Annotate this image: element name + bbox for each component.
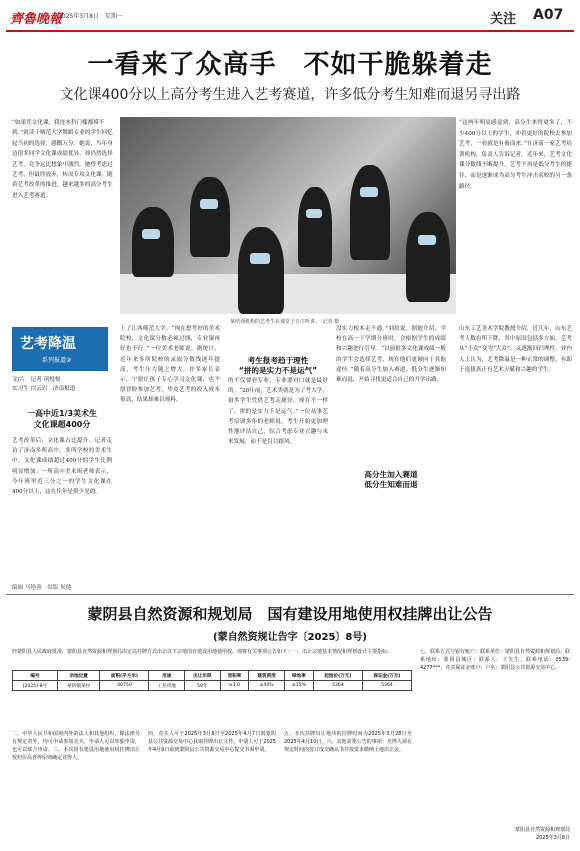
newspaper-logo: 齊魯晚報 — [10, 12, 63, 27]
body-column-3-text: 的不仅要看专业，专业要对口就是最好的。“20年前，艺术类就是为了考大学，很多学生凭借艺考走捷径。现在不一样了，拼的是实力不是运气。”一位从事艺考培训多年的老师说。考生开始更加理性地评估自己，综合考虑专业兴趣与未来发展，而不是盲目跟风。 — [228, 378, 328, 446]
section-divider — [6, 594, 574, 595]
photo-student — [190, 177, 230, 257]
body-column-2: 上了江西师范大学。“现在想考好的美术院校，文化课分数必须过线，专业课再好也不行。”一位美术老师说。据统计，近年来多所院校的录取分数线逐年提高，考生压力随之增大。许多家长表示，宁愿让孩子专心学习文化课，也不愿冒险参加艺考，毕竟艺考的投入成本很高，结果却难以预料。 — [120, 326, 220, 404]
photo-student — [238, 227, 284, 314]
series-banner-subtitle: 系列报道② — [42, 357, 72, 364]
page-header — [0, 0, 580, 34]
table-cell: 工业用地 — [149, 681, 185, 691]
notice-column-3: 五、本次挂牌出让地块的挂牌时间为2025年3月28日至2025年4月10日。六、其他需要公告的事项：竞得人须在规定时间内签订成交确认书并按要求缴纳土地出让金。 — [284, 731, 412, 753]
notice-signature: 蒙阴县自然资源和规划局 2025年3月8日 — [514, 827, 570, 841]
table-header-row — [13, 671, 412, 681]
table-cell: ≥40% — [249, 681, 285, 691]
notice-subtitle: (蒙自然资规让告字〔2025〕8号) — [213, 632, 367, 643]
face-mask — [360, 187, 378, 197]
article-subheadline: 文化课400分以上高分考生进入艺考赛道，许多低分考生知难而退另寻出路 — [59, 87, 521, 103]
subheading-rational: 考生报考趋于理性 “拼的是实力不是运气” — [228, 356, 328, 376]
table-cell: 50年 — [185, 681, 221, 691]
article-headline: 一看来了众高手 不如干脆躲着走 — [87, 50, 493, 80]
photo-caption: 某培训机构的艺考生在课堂上专注听讲。 记者 摄 — [230, 319, 340, 325]
classroom-photo — [120, 117, 456, 314]
table-cell: ≤15% — [284, 681, 313, 691]
table-header: 面积(平方米) — [100, 671, 149, 681]
article-intro: “如果凭文化课，我连本科门槛都摸不到。”就读于师范大学舞蹈专业的学生回忆起当初的选择，感慨万分。她说，当年身边很多同学文化课成绩优异，却仍然选择艺考，竞争远比想象中激烈。她曾考虑过艺考，但最终放弃，转而专攻文化课。随着艺考改革的推进，越来越多的高分考生进入艺考赛道。 — [12, 120, 113, 199]
photo-student — [132, 207, 174, 277]
table-header: 出让年限 — [185, 671, 221, 681]
land-parcel-table — [12, 670, 412, 691]
table-cell: 40750 — [100, 681, 149, 691]
issue-date: 2025年3月8日 星期一 — [58, 13, 123, 20]
side-subheading: 一高中近1/3美术生 文化课超400分 — [26, 409, 98, 429]
table-header: 建筑密度 — [249, 671, 285, 681]
editor-credit: 编辑 马艳蓉 组版 侯健 — [12, 585, 72, 591]
table-row — [13, 681, 412, 691]
notice-title: 蒙阴县自然资源和规划局 国有建设用地使用权挂牌出让公告 — [87, 605, 493, 623]
table-cell: 5364 — [362, 681, 411, 691]
table-cell: [2025]-8号 — [13, 681, 58, 691]
table-header: 宗地位置 — [57, 671, 100, 681]
notice-intro: 经蒙阴县人民政府批准，蒙阴县自然资源和规划局决定以挂牌方式出让以下宗地国有建设用地使用权。现将有关事项公告如下：一、出让宗地基本情况和规划设计主要指标： — [12, 649, 393, 655]
page-number: A07 — [533, 7, 564, 23]
table-header: 保证金(万元) — [362, 671, 411, 681]
notice-column-1: 二、中华人民共和国境内外的法人和其他组织，除法律另有规定者外，均可申请参加竞买，申请人可以单独申请，也可以联合申请。三、本次国有建设用地使用权挂牌出让按照价高者得原则确定竞得人。 — [12, 731, 140, 761]
byline: 文/片 记者 巩悦悦 实习生 白云岩 济南报道 — [12, 377, 76, 392]
subheading-high-scores: 高分生加入赛道 低分生知难而退 — [336, 470, 446, 490]
notice-column-4: 七、联系方式与银行账户：联系单位：蒙阴县自然资源和规划局；联系地址：蒙阴县城区；联系人：王先生；联系电话：0539-4277***。竞买保证金账户：户名：蒙阴县公共资源交易中心。 — [420, 649, 570, 671]
section-name: 关注 — [490, 12, 517, 27]
face-mask — [250, 253, 270, 264]
photo-student — [406, 212, 450, 302]
face-mask — [200, 199, 218, 209]
series-banner-title: 艺考降温 — [20, 336, 76, 352]
table-header: 用途 — [149, 671, 185, 681]
face-mask — [306, 209, 322, 218]
right-column-text: “这两年明显感觉到，高分生来得更多了，不少400分以上的学生，冲着更好的院校去参加艺考，一看就是有备而来。”在济南一家艺考培训机构，负责人告诉记者。近年来，艺考文化课分数线不断提升，艺考不再是低分考生的捷径，而是逐渐成为高分考生冲击名校的另一条路径。 — [459, 120, 572, 190]
body-column-4 — [336, 324, 446, 578]
photo-student — [350, 165, 390, 260]
table-cell: 5364 — [313, 681, 362, 691]
face-mask — [142, 229, 160, 239]
notice-column-2: 四、竞买人可于2025年3月8日至2025年4月7日到蒙阴县公共资源交易中心获取挂牌出让文件。申请人可于2025年4月9日前到蒙阴县公共资源交易中心提交书面申请。 — [148, 731, 276, 753]
body-column-1: 艺考改革后，文化课占比提升。记者走访了济南多所高中，多所学校的美术生中，文化课成绩超过400分的学生比例明显增加。一所高中美术班老师表示，今年班里近三分之一的学生文化课在400分以上，这在往年是很少见的。 — [12, 438, 112, 496]
table-header: 起始价(万元) — [313, 671, 362, 681]
body-column-4-text: 没实力根本走不通。”刘晨说。据她介绍，学校在高一下学期分班时，会根据学生的成绩和兴趣进行引导。“以前很多文化课成绩一般的学生会选择艺考，现在他们更倾向于其他途径。”随着高分生加入赛道，低分生逐渐知难而退，开始寻找更适合自己的升学出路。 — [336, 326, 446, 384]
table-header: 绿地率 — [284, 671, 313, 681]
table-header: 编号 — [13, 671, 58, 681]
table-cell: 蒙阴镇某村 — [57, 681, 100, 691]
photo-student — [298, 187, 332, 267]
table-header: 容积率 — [220, 671, 249, 681]
series-banner — [12, 327, 108, 371]
table-cell: ≥1.0 — [220, 681, 249, 691]
face-mask — [418, 235, 436, 245]
header-rule — [6, 30, 574, 32]
body-column-5: 山东工艺美术学院教授介绍，近几年，山东艺考人数有所下降，其中原因包括多方面。艺考从“小众”变为“大众”，又逐渐回归理性。业内人士认为，艺考降温是一种正常的调整，有助于选拔真正有艺术天赋和兴趣的学生。 — [459, 326, 572, 373]
